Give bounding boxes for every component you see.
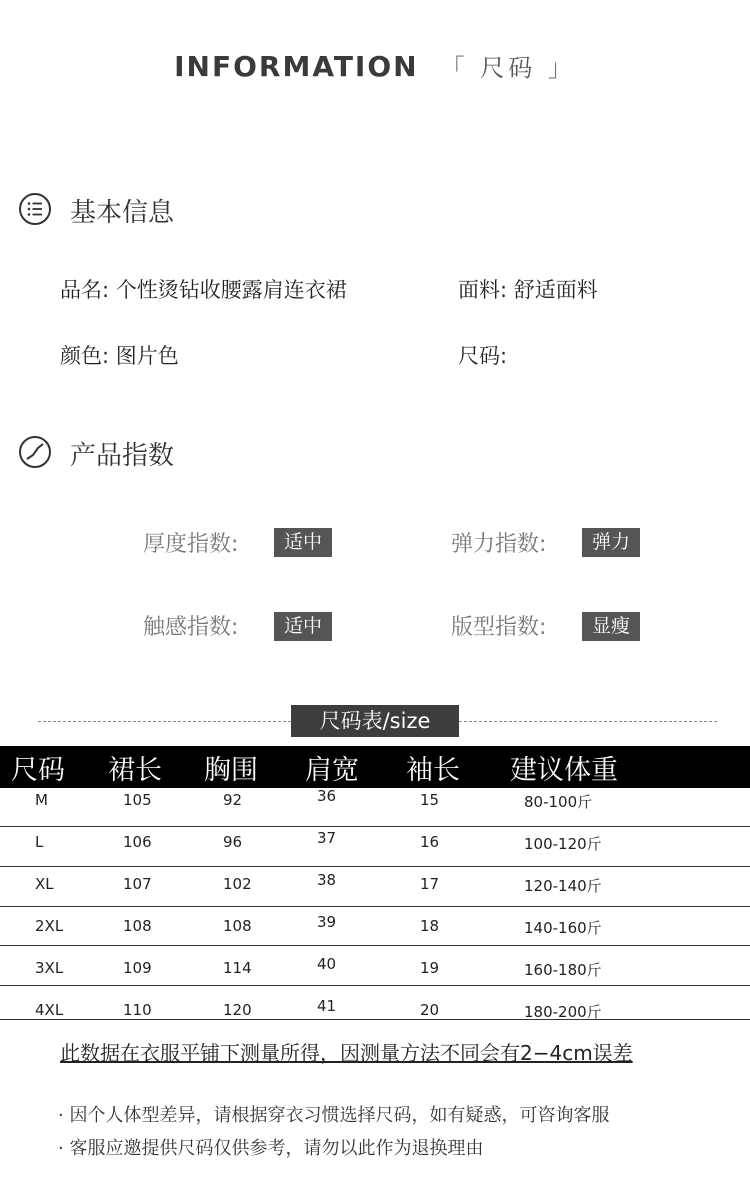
divider-right bbox=[459, 721, 717, 722]
header-shoulder: 肩宽 bbox=[305, 755, 359, 786]
section-title-index: 产品指数 bbox=[70, 441, 175, 471]
table-cell: 96 bbox=[223, 833, 243, 851]
table-cell: 114 bbox=[223, 959, 252, 977]
table-cell: 110 bbox=[123, 1001, 152, 1019]
size-table-title: 尺码表/size bbox=[291, 705, 459, 737]
size-table-header bbox=[0, 746, 750, 788]
gauge-icon bbox=[18, 435, 52, 473]
table-cell: XL bbox=[35, 875, 54, 893]
table-cell: 107 bbox=[123, 875, 152, 893]
table-cell: 108 bbox=[223, 917, 252, 935]
info-product-name: 品名: 个性烫钻收腰露肩连衣裙 bbox=[60, 278, 347, 302]
list-icon bbox=[18, 192, 52, 230]
header-sleeve: 袖长 bbox=[406, 755, 460, 786]
table-cell: 17 bbox=[420, 875, 440, 893]
table-cell: 105 bbox=[123, 791, 152, 809]
table-cell: 120 bbox=[223, 1001, 252, 1019]
table-cell: 16 bbox=[420, 833, 440, 851]
row-divider bbox=[0, 1019, 750, 1020]
table-cell: 19 bbox=[420, 959, 440, 977]
table-cell: 38 bbox=[317, 871, 337, 889]
info-size: 尺码: bbox=[458, 344, 508, 368]
header-size: 尺码 bbox=[11, 755, 65, 786]
index-label-fit: 版型指数: bbox=[451, 615, 547, 640]
table-cell: 108 bbox=[123, 917, 152, 935]
table-cell: 102 bbox=[223, 875, 252, 893]
section-title-basic: 基本信息 bbox=[70, 198, 175, 228]
index-label-thickness: 厚度指数: bbox=[143, 532, 239, 557]
row-divider bbox=[0, 985, 750, 986]
table-cell: 106 bbox=[123, 833, 152, 851]
table-cell: 3XL bbox=[35, 959, 64, 977]
header-weight: 建议体重 bbox=[510, 755, 618, 786]
header-title-cn: 「 尺码 」 bbox=[440, 54, 576, 82]
table-cell: 37 bbox=[317, 829, 337, 847]
table-cell: L bbox=[35, 833, 44, 851]
table-cell: 18 bbox=[420, 917, 440, 935]
table-cell: 41 bbox=[317, 997, 337, 1015]
table-cell: 4XL bbox=[35, 1001, 64, 1019]
row-divider bbox=[0, 945, 750, 946]
table-cell: 92 bbox=[223, 791, 243, 809]
table-cell: 80-100斤 bbox=[524, 793, 593, 811]
index-value-elasticity: 弹力 bbox=[582, 528, 640, 557]
tip-1: · 因个人体型差异，请根据穿衣习惯选择尺码，如有疑惑，可咨询客服 bbox=[58, 1105, 610, 1126]
table-cell: 100-120斤 bbox=[524, 835, 602, 853]
table-cell: 36 bbox=[317, 787, 337, 805]
table-cell: 160-180斤 bbox=[524, 961, 602, 979]
header-bust: 胸围 bbox=[204, 755, 258, 786]
page-header bbox=[0, 48, 750, 83]
table-cell: 180-200斤 bbox=[524, 1003, 602, 1021]
table-cell: 120-140斤 bbox=[524, 877, 602, 895]
index-value-fit: 显瘦 bbox=[582, 612, 640, 641]
table-cell: 109 bbox=[123, 959, 152, 977]
info-fabric: 面料: 舒适面料 bbox=[458, 278, 598, 302]
row-divider bbox=[0, 826, 750, 827]
table-cell: 140-160斤 bbox=[524, 919, 602, 937]
index-label-elasticity: 弹力指数: bbox=[451, 532, 547, 557]
index-value-touch: 适中 bbox=[274, 612, 332, 641]
table-cell: 2XL bbox=[35, 917, 64, 935]
table-cell: M bbox=[35, 791, 48, 809]
header-title-en: INFORMATION bbox=[174, 50, 419, 83]
index-label-touch: 触感指数: bbox=[143, 615, 239, 640]
table-cell: 39 bbox=[317, 913, 337, 931]
measurement-note: 此数据在衣服平铺下测量所得，因测量方法不同会有2−4cm误差 bbox=[60, 1041, 633, 1065]
divider-left bbox=[38, 721, 291, 722]
tip-2: · 客服应邀提供尺码仅供参考，请勿以此作为退换理由 bbox=[58, 1138, 484, 1159]
table-cell: 40 bbox=[317, 955, 337, 973]
header-skirt-length: 裙长 bbox=[108, 755, 162, 786]
info-color: 颜色: 图片色 bbox=[60, 344, 179, 368]
table-cell: 15 bbox=[420, 791, 440, 809]
index-value-thickness: 适中 bbox=[274, 528, 332, 557]
table-cell: 20 bbox=[420, 1001, 440, 1019]
row-divider bbox=[0, 906, 750, 907]
row-divider bbox=[0, 866, 750, 867]
